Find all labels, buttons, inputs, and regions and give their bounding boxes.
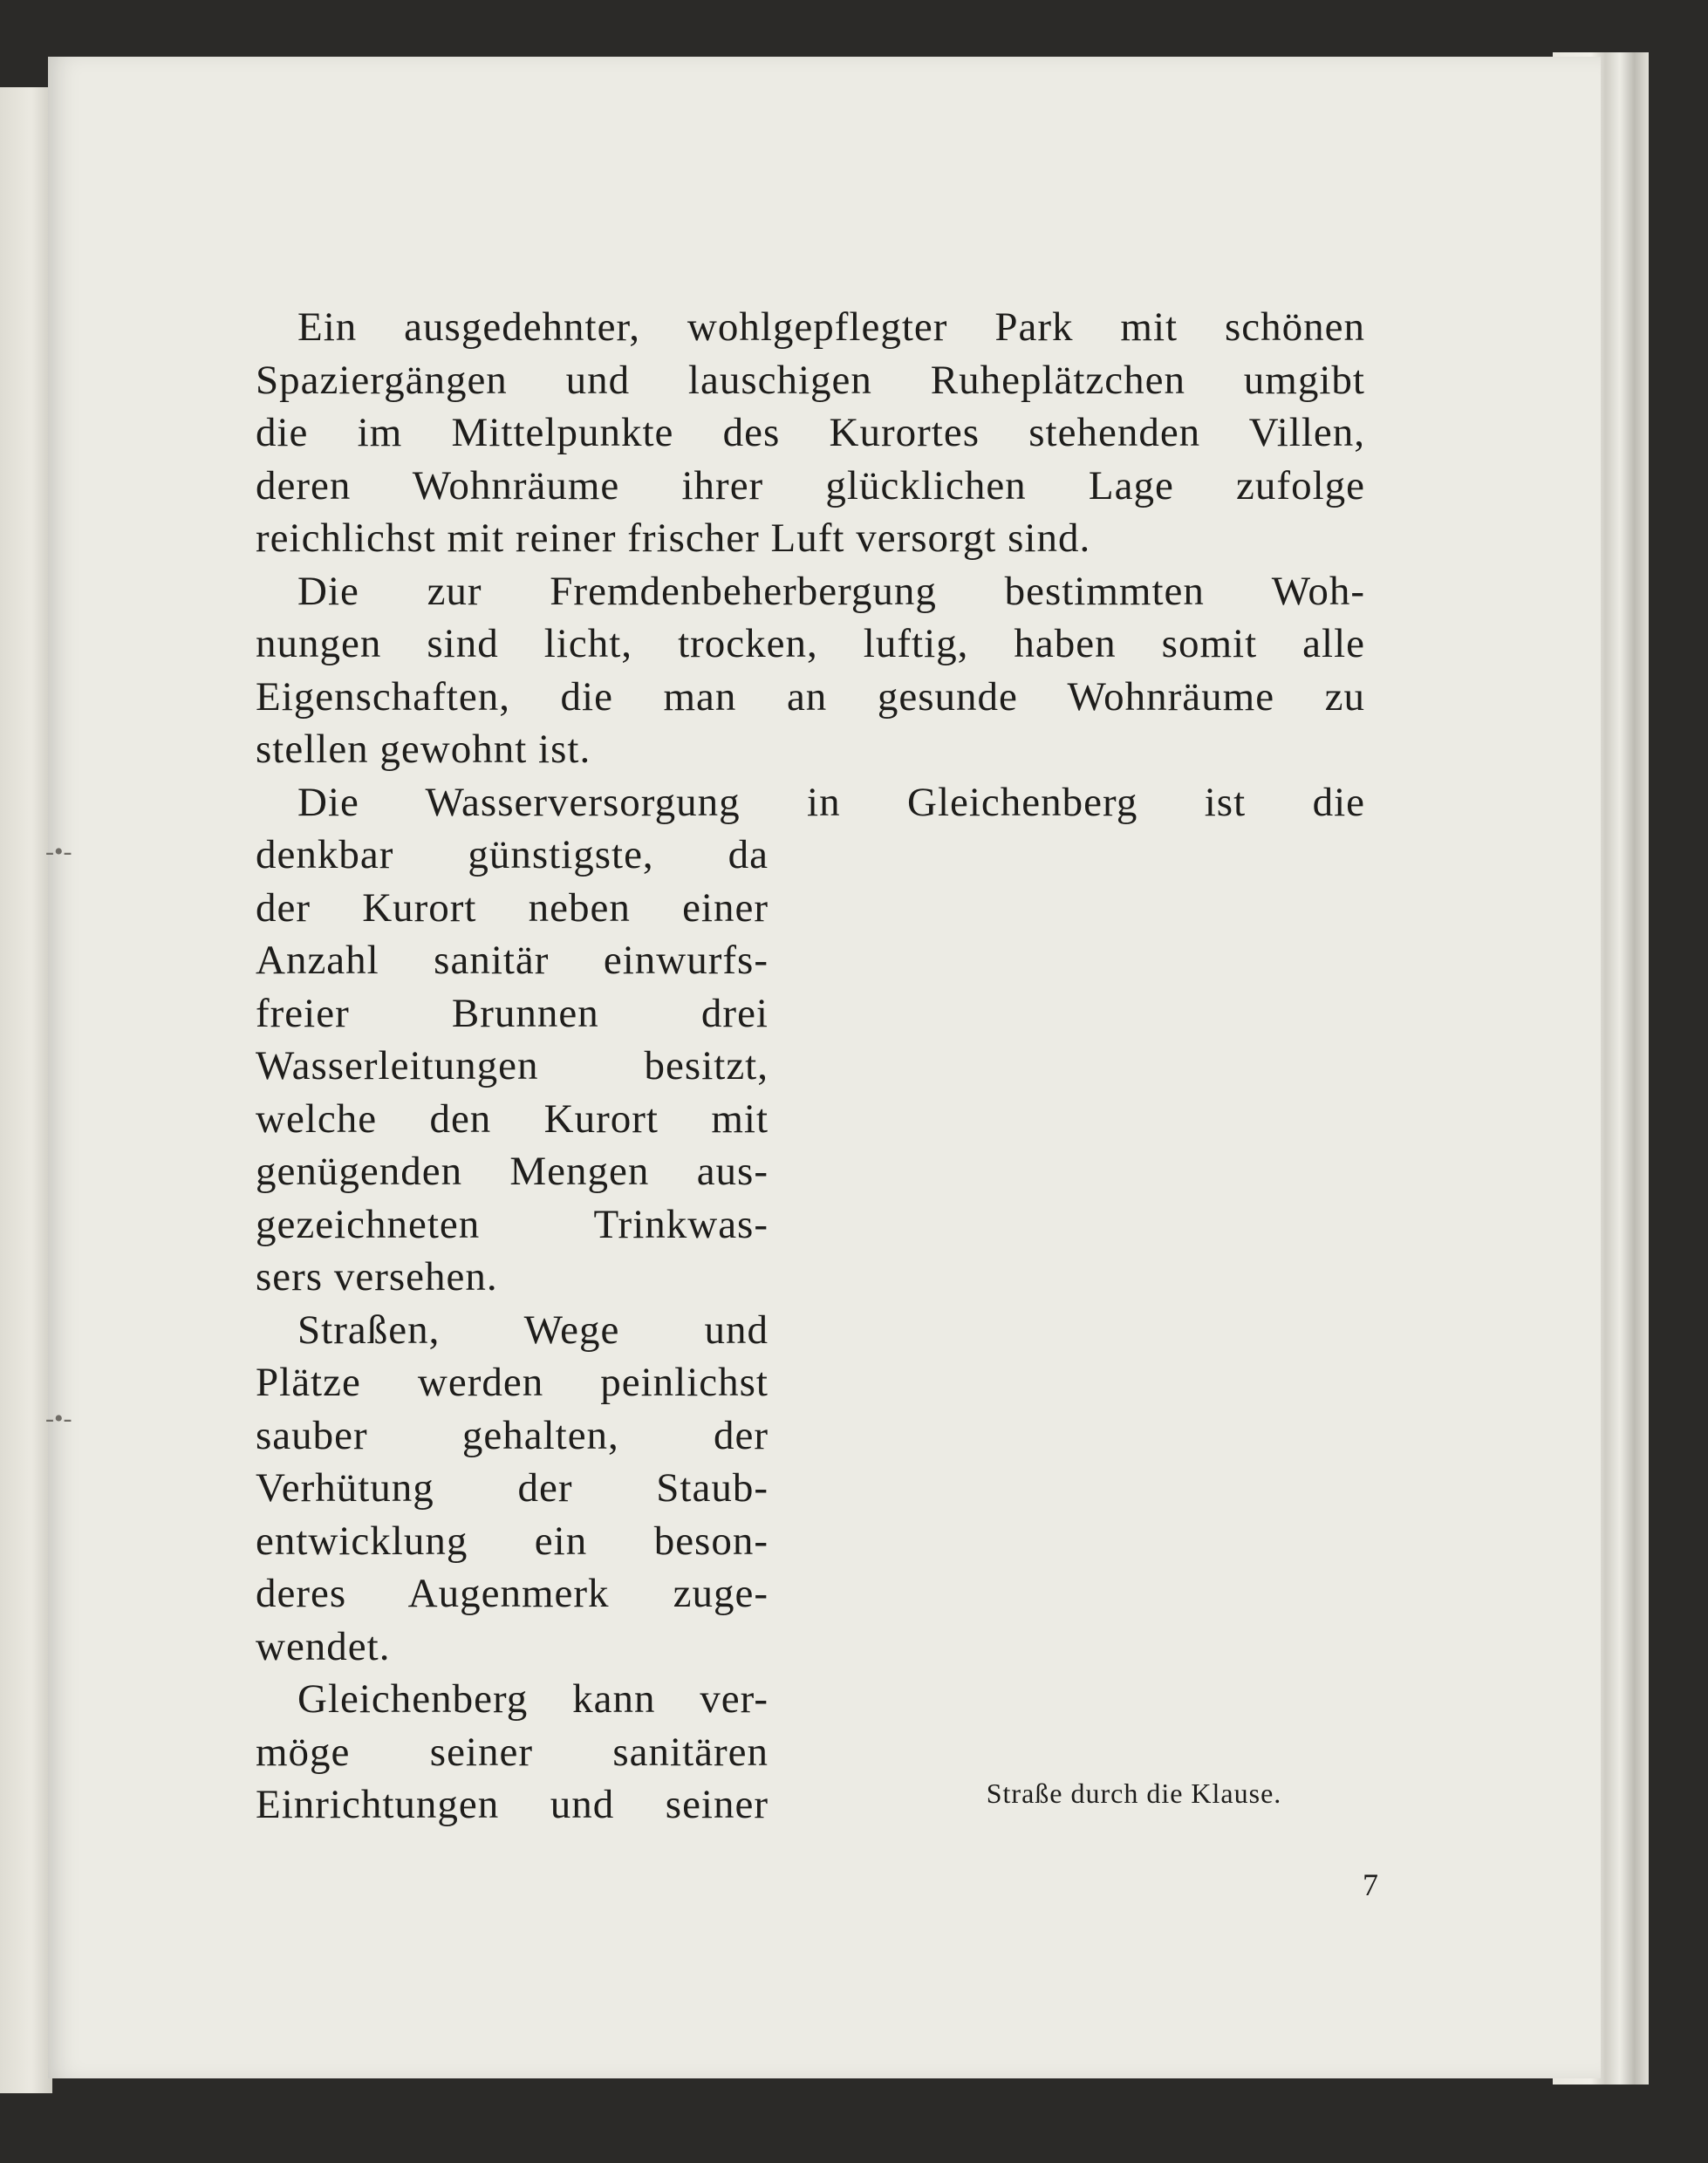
- text-line: sers versehen.: [256, 1254, 498, 1300]
- text-line: Einrichtungen und seiner: [256, 1782, 769, 1827]
- text-line: welche den Kurort mit: [256, 1095, 769, 1142]
- text-line: sauber gehalten, der: [256, 1412, 769, 1458]
- text-line: gezeichneten Trinkwas-: [256, 1201, 769, 1247]
- body-text-full-width: [256, 301, 1365, 829]
- text-line: der Kurort neben einer: [256, 884, 769, 931]
- text-line: Gleichenberg kann ver-: [297, 1676, 769, 1722]
- text-line: stellen gewohnt ist.: [256, 727, 591, 772]
- text-line: denkbar günstigste, da: [256, 832, 769, 877]
- text-line: freier Brunnen drei: [256, 990, 769, 1036]
- text-line: Spaziergängen und lauschigen Ruheplätzchen umgibt: [256, 357, 1365, 403]
- text-line: Wasserleitungen besitzt,: [256, 1043, 769, 1088]
- text-line: reichlichst mit reiner frischer Luft versorgt sind.: [256, 515, 1091, 561]
- text-line: Plätze werden peinlichst: [256, 1360, 769, 1405]
- text-line: möge seiner sanitären: [256, 1729, 769, 1775]
- left-page-edge: [0, 87, 52, 2093]
- text-line: Eigenschaften, die man an gesunde Wohnräume zu: [256, 673, 1365, 720]
- text-line: Anzahl sanitär einwurfs-: [256, 938, 769, 983]
- text-line: Verhütung der Staub-: [256, 1465, 769, 1511]
- text-line: Die zur Fremdenbeherbergung bestimmten Woh-: [297, 568, 1365, 614]
- text-line: Die Wasserversorgung in Gleichenberg ist die: [297, 779, 1365, 825]
- text-line: Ein ausgedehnter, wohlgepflegter Park mit schönen: [297, 304, 1365, 350]
- text-line: nungen sind licht, trocken, luftig, haben somit alle: [256, 621, 1365, 666]
- text-line: Straßen, Wege und: [297, 1307, 769, 1353]
- text-line: wendet.: [256, 1623, 391, 1669]
- text-line: deres Augenmerk zuge-: [256, 1571, 769, 1616]
- text-line: entwicklung ein beson-: [256, 1518, 769, 1564]
- figure-caption: Straße durch die Klause.: [986, 1777, 1282, 1809]
- text-line: deren Wohnräume ihrer glücklichen Lage zufolge: [256, 462, 1365, 508]
- binding-stitch-mark: -•-: [45, 837, 72, 866]
- body-text-narrow-column: [256, 829, 769, 1832]
- text-line: die im Mittelpunkte des Kurortes stehenden Villen,: [256, 410, 1365, 455]
- binding-stitch-mark: -•-: [45, 1404, 72, 1433]
- text-line: genügenden Mengen aus-: [256, 1149, 769, 1194]
- page-number: 7: [1363, 1867, 1378, 1902]
- road-photograph: [830, 907, 1397, 1718]
